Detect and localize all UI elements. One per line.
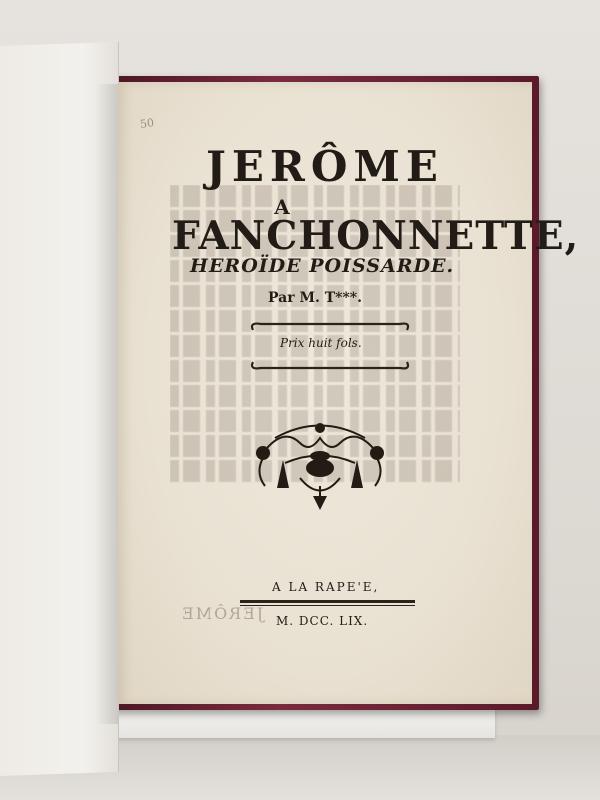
imprint-place: A LA RAPE'E, bbox=[272, 580, 380, 594]
printers-ornament-icon bbox=[245, 408, 395, 513]
gutter-shadow bbox=[96, 84, 118, 724]
price-line: Prix huit fols. bbox=[280, 336, 362, 350]
imprint-rule-bottom bbox=[240, 605, 415, 606]
imprint-year: M. DCC. LIX. bbox=[276, 614, 369, 628]
title-line-2: A bbox=[274, 195, 292, 219]
title-line-1: JERÔME bbox=[206, 142, 444, 191]
book-stand bbox=[110, 708, 495, 738]
subtitle: HEROÏDE POISSARDE. bbox=[190, 255, 455, 277]
title-line-3: FANCHONNETTE, bbox=[172, 213, 580, 259]
pencil-annotation: 50 bbox=[139, 116, 155, 131]
author-line: Par M. T***. bbox=[268, 290, 362, 306]
imprint-rule-top bbox=[240, 600, 415, 603]
mirrored-show-through: JERÔME bbox=[180, 604, 264, 623]
